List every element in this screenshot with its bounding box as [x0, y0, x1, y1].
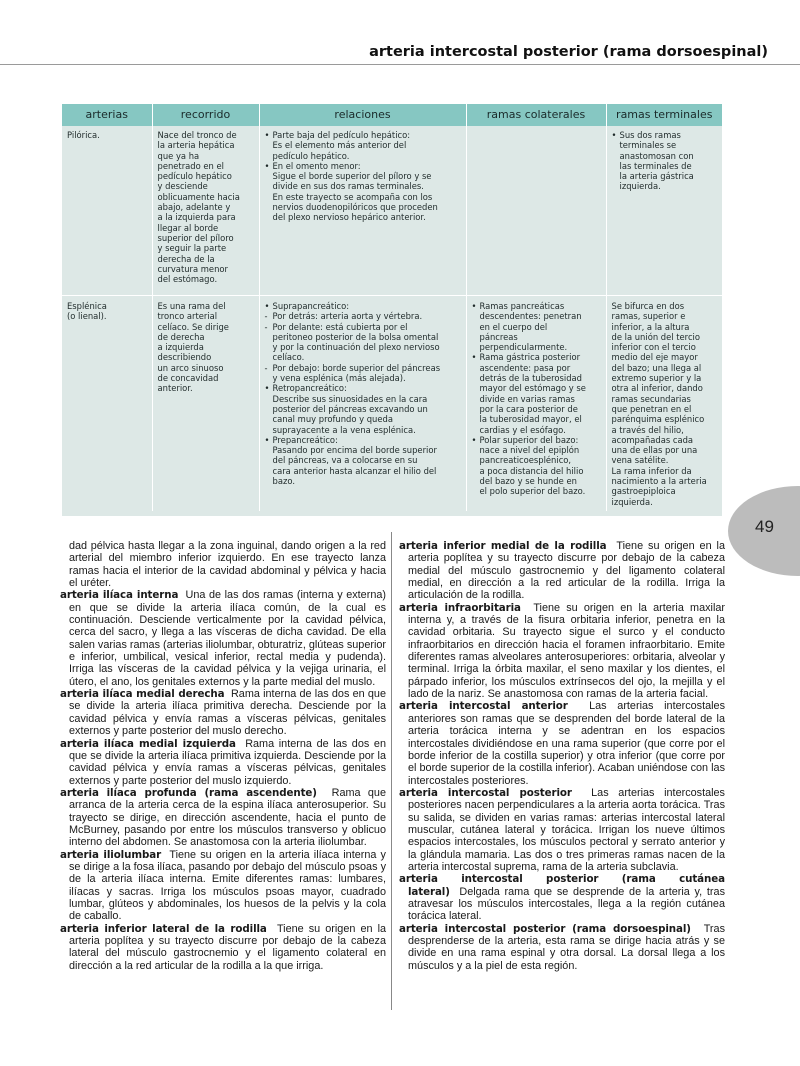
bullet-item: • En el omento menor:: [265, 161, 462, 171]
bullet-item: • Ramas pancreáticas: [472, 301, 602, 311]
entry-term: arteria ilíaca profunda (rama ascendente): [60, 786, 317, 799]
cell-line: peritoneo posterior de la bolsa omental: [272, 331, 439, 342]
cell-line: del bazo y se hunde en: [479, 476, 577, 487]
entry-text: Delgada rama que se desprende de la arteria y, tras atravesar los músculos intercostales, llega a la región cutánea torácica lateral.: [408, 885, 725, 923]
cell-line: anastomosan con: [619, 150, 694, 161]
cell-line: y desciende: [157, 181, 208, 192]
cell-line: a poca distancia del hilio: [479, 465, 584, 476]
cell-line: de la unión del tercio: [611, 331, 700, 342]
entry-text: Una de las dos ramas (interna y externa) en que se divide la arteria ilíaca común, de la cual es continuación. Desciende verticalmente por la cavidad pélvica, cerca del sacro, y llega a las vísceras de dicha cavidad. De ella salen varias ramas (arterias iliolumbar, obturatriz, glúteas superior e inferior, umbilical, vesical inferior, rectal media y pudenda). Irriga las vísceras de la cavidad pélvica y la vejiga urinaria, el útero, el ano, los genitales externos y la parte medial del muslo.: [69, 589, 387, 688]
cell-line: extremo superior y la: [611, 373, 702, 384]
glossary-entry: [399, 700, 725, 786]
cell-line: Sigue el borde superior del píloro y se: [272, 171, 432, 182]
cell-line: oblicuamente hacia: [157, 191, 240, 202]
table-header-row: [62, 104, 722, 126]
entry-text: dad pélvica hasta llegar a la zona inguinal, dando origen a la red arterial del miembro inferior izquierdo. En ese trayecto lanza ramas hacia el interior de la cavidad abdominal y pélvica y hacia el uréter.: [69, 540, 386, 590]
glossary-entry: [399, 873, 725, 922]
cell-line: abajo, adelante y: [157, 202, 231, 213]
cell-line: derecha de la: [157, 253, 215, 264]
entry-text: Tiene su origen en la arteria ilíaca interna y se dirige a la fosa ilíaca, pasando por debajo del músculo psoas y de la arteria ilíaca interna. Emite diferentes ramas: lumbares, ilíacas y sacras. Irriga los músculos psoas mayor, cuadrado lumbar, glúteos y abdominales, los huesos de la pelvis y la cola de caballo.: [69, 848, 386, 923]
cell-line: Esplénica: [67, 301, 107, 311]
bullet-item: • Rama gástrica posterior: [472, 352, 602, 362]
cell-line: inferior con el tercio: [611, 342, 696, 353]
cell-line: Describe sus sinuosidades en la cara: [272, 393, 428, 404]
cell-line: y seguir la parte: [157, 243, 227, 254]
cell-line: y vena esplénica (más alejada).: [272, 373, 406, 384]
dash-item: - Por debajo: borde superior del páncreas: [265, 363, 462, 373]
cell-arteria: [62, 296, 152, 511]
cell-line: bazo.: [272, 476, 295, 487]
cell-line: nace a nivel del epiplón: [479, 445, 580, 456]
bullet-item: • Retropancreático:: [265, 383, 462, 393]
entry-term: arteria iliolumbar: [60, 848, 162, 861]
column-header: ramas terminales: [606, 104, 722, 126]
cell-line: describiendo: [157, 352, 212, 363]
entry-term: arteria ilíaca interna: [60, 589, 179, 602]
dash-item: - Por detrás: arteria aorta y vértebra.: [265, 311, 462, 321]
entry-text: Rama interna de las dos en que se divide la arteria ilíaca primitiva derecha. Desciende por la cavidad pélvica y envía ramas a vísceras pélvicas, genitales externos y parte posterior del muslo derecho.: [69, 688, 386, 738]
cell-line: nacimiento a la arteria: [611, 476, 707, 487]
cell-line: del plexo nervioso hepárico anterior.: [272, 212, 426, 223]
cell-line: un arco sinuoso: [157, 362, 224, 373]
entry-term: arteria intercostal posterior: [399, 786, 572, 799]
glossary-entry: [60, 849, 386, 923]
cell-line: la arteria gástrica: [619, 171, 694, 182]
cell-line: descendentes: penetran: [479, 311, 582, 322]
cell-line: curvatura menor: [157, 263, 228, 274]
cell-line: Pilórica.: [67, 130, 100, 140]
cell-line: En este trayecto se acompaña con los: [272, 191, 433, 202]
cell-line: penetrado en el: [157, 160, 224, 171]
entry-term: arteria intercostal posterior (rama dorsoespinal): [399, 922, 691, 935]
cell-line: terminales se: [619, 140, 677, 151]
entry-text: Rama interna de las dos en que se divide la arteria ilíaca primitiva izquierda. Desciende por la cavidad pélvica y envía ramas a vísceras pélvicas, genitales externos y parte posterior del muslo izquierdo.: [69, 737, 386, 787]
cell-line: en el cuerpo del: [479, 321, 548, 332]
entry-text: Tiene su origen en la arteria poplítea y su trayecto discurre por debajo de la cabeza medial del músculo gastrocnemio y del ligamento colateral medial, en dirección a la red articular de la rodilla. Irriga la articulación de la rodilla.: [408, 540, 725, 602]
cell-line: llegar al borde: [157, 222, 219, 233]
column-header: ramas colaterales: [466, 104, 606, 126]
cell-line: posterior del páncreas excavando un: [272, 403, 428, 414]
entry-text: Tiene su origen en la arteria poplítea y su trayecto discurre por debajo de la cabeza lateral del músculo gastrocnemio y el ligamento colateral en dirección a la red articular de la rodilla a la que irriga.: [69, 922, 387, 972]
cell-line: izquierda.: [611, 496, 653, 507]
cell-line: (o lienal).: [67, 311, 107, 322]
cell-line: izquierda.: [619, 181, 661, 192]
cell-line: tronco arterial: [157, 311, 218, 322]
cell-terminales: [606, 296, 722, 511]
entry-text: Las arterias intercostales anteriores son ramas que se desprenden del borde lateral de la arteria torácica interna y se adentran en los espacios intercostales dividiéndose en una rama superior (que corre por el borde inferior de la costilla superior) y otra inferior (que corre por el borde superior de la costilla inferior). Acaban uniéndose con las intercostales posteriores.: [408, 700, 726, 787]
header-rule: [0, 64, 800, 65]
entry-continuation: [60, 540, 386, 589]
cell-line: las terminales de: [619, 160, 692, 171]
cell-line: a través del hilio,: [611, 424, 684, 435]
cell-line: Se bifurca en dos: [611, 301, 685, 311]
entry-term: arteria ilíaca medial izquierda: [60, 737, 236, 750]
column-header: arterias: [62, 104, 152, 126]
cell-line: pancreaticoesplénico,: [479, 455, 572, 466]
cell-line: ramas, superior e: [611, 311, 686, 322]
glossary-entry: [399, 923, 725, 972]
left-column: [60, 540, 386, 972]
cell-line: Es una rama del: [157, 301, 226, 311]
glossary-entry: [60, 738, 386, 787]
cell-line: páncreas: [479, 331, 518, 342]
right-column: [399, 540, 725, 972]
cell-line: que ya ha: [157, 150, 200, 161]
cell-line: cara anterior hasta alcanzar el hilio del: [272, 465, 437, 476]
cell-line: medio del eje mayor: [611, 352, 698, 363]
cell-line: acompañadas cada: [611, 434, 694, 445]
cell-line: de derecha: [157, 331, 205, 342]
cell-line: celíaco.: [272, 352, 305, 363]
entry-term: arteria inferior lateral de la rodilla: [60, 922, 267, 935]
cell-line: mayor del estómago y se: [479, 383, 586, 394]
glossary-entry: [399, 787, 725, 873]
cell-line: La rama inferior da: [611, 465, 692, 476]
entry-term: arteria infraorbitaria: [399, 601, 521, 614]
cell-line: Pasando por encima del borde superior: [272, 445, 437, 456]
glossary-entry: [60, 589, 386, 688]
cell-colaterales: [466, 296, 606, 511]
glossary-entry: [60, 688, 386, 737]
table-row: [62, 296, 722, 511]
cell-line: Es el elemento más anterior del: [272, 140, 407, 151]
cell-relaciones: [259, 126, 466, 296]
entry-term: arteria intercostal anterior: [399, 700, 568, 713]
arteries-table-panel: [62, 104, 722, 516]
cell-line: a izquierda: [157, 342, 204, 353]
cell-line: una de ellas por una: [611, 445, 698, 456]
entry-term: arteria ilíaca medial derecha: [60, 688, 225, 701]
entry-text: Rama que arranca de la arteria cerca de la espina ilíaca anterosuperior. Su trayecto se dirige, en dirección ascendente, hacia el punto de McBurney, pasando por entre los músculos transverso y oblicuo interno del abdomen. Se anastomosa con la arteria iliolumbar.: [69, 786, 386, 849]
glossary-entry: [60, 787, 386, 849]
bullet-item: • Prepancreático:: [265, 435, 462, 445]
cell-line: ascendente: pasa por: [479, 362, 571, 373]
cell-line: gastroepiploica: [611, 486, 676, 497]
entry-text: Tras desprenderse de la arteria, esta rama se dirige hacia atrás y se divide en una rama espinal y otra dorsal. La dorsal llega a los músculos y a la piel de esta región.: [408, 922, 725, 972]
cell-line: del bazo; una llega al: [611, 362, 702, 373]
cell-line: nervios duodenopilóricos que proceden: [272, 202, 438, 213]
column-divider: [391, 532, 392, 1010]
bullet-item: • Sus dos ramas: [612, 130, 719, 140]
entry-term: arteria intercostal posterior (rama cutánea lateral): [399, 873, 725, 898]
arteries-table: [62, 104, 722, 511]
running-head-title: arteria intercostal posterior (rama dorsoespinal): [369, 44, 768, 60]
cell-line: vena satélite.: [611, 455, 669, 466]
cell-line: suprayacente a la vena esplénica.: [272, 424, 416, 435]
cell-line: ramas secundarias: [611, 393, 691, 404]
page-number: 49: [755, 517, 774, 536]
cell-line: Nace del tronco de: [157, 130, 237, 140]
entry-term: arteria inferior medial de la rodilla: [399, 540, 607, 552]
cell-line: inferior, a la altura: [611, 321, 690, 332]
cell-colaterales: [466, 126, 606, 296]
glossary-entry: [399, 540, 725, 602]
cell-line: otra al inferior, dando: [611, 383, 703, 394]
cell-line: el polo superior del bazo.: [479, 486, 586, 497]
cell-line: celíaco. Se dirige: [157, 321, 229, 332]
cell-line: superior del píloro: [157, 232, 234, 243]
cell-relaciones: [259, 296, 466, 511]
glossary-entry: [399, 602, 725, 701]
entry-text: Las arterias intercostales posteriores nacen perpendiculares a la arteria aorta torácica. Tras su salida, se dividen en varias ramas: arterias intercostal lateral muscular, cutánea lateral y torácica. Irrigan los nueve últimos espacios intercostales, los músculos pectoral y serrato anterior y la glándula mamaria. Las dos o tres primeras ramas nacen de la arteria intercostal suprema, rama de la arteria subclavia.: [408, 786, 725, 873]
cell-line: pedículo hepático.: [272, 150, 350, 161]
bullet-item: • Parte baja del pedículo hepático:: [265, 130, 462, 140]
column-header: relaciones: [259, 104, 466, 126]
cell-line: a la izquierda para: [157, 212, 236, 223]
entry-text: Tiene su origen en la arteria maxilar interna y, a través de la fisura orbitaria inferior, penetra en la cavidad orbitaria. Su trayecto sigue el surco y el conducto infraorbitarios en dirección hacia el foramen infraorbitario. Emite diferentes ramas alveolares anterosuperiores: orbitaria, alveolar y terminal. Irriga la órbita maxilar, el seno maxilar y los dientes, el párpado inferior, los músculos extrínsecos del ojo, la mejilla y el lado de la nariz. Se anastomosa con ramas de la arteria facial.: [408, 601, 725, 701]
dash-item: - Por delante: está cubierta por el: [265, 322, 462, 332]
cell-line: del páncreas, va a colocarse en su: [272, 455, 418, 466]
cell-line: detrás de la tuberosidad: [479, 373, 583, 384]
running-head: [0, 0, 800, 62]
cell-line: cardias y el esófago.: [479, 424, 566, 435]
cell-line: del estómago.: [157, 274, 218, 285]
cell-line: parénquima esplénico: [611, 414, 705, 425]
table-row: [62, 126, 722, 296]
cell-line: la arteria hepática: [157, 140, 235, 151]
cell-terminales: [606, 126, 722, 296]
cell-recorrido: [152, 296, 259, 511]
cell-line: que penetran en el: [611, 403, 692, 414]
cell-line: divide en sus dos ramas terminales.: [272, 181, 424, 192]
cell-line: por la cara posterior de: [479, 403, 578, 414]
cell-line: divide en varias ramas: [479, 393, 575, 404]
bullet-item: • Suprapancreático:: [265, 301, 462, 311]
cell-line: canal muy profundo y queda: [272, 414, 393, 425]
column-header: recorrido: [152, 104, 259, 126]
cell-line: de concavidad: [157, 373, 219, 384]
cell-line: y por la continuación del plexo nervioso: [272, 342, 440, 353]
bullet-item: • Polar superior del bazo:: [472, 435, 602, 445]
cell-line: la tuberosidad mayor, el: [479, 414, 582, 425]
glossary-entry: [60, 923, 386, 972]
cell-recorrido: [152, 126, 259, 296]
cell-line: perpendicularmente.: [479, 342, 568, 353]
cell-line: anterior.: [157, 383, 193, 394]
cell-arteria: [62, 126, 152, 296]
cell-line: pedículo hepático: [157, 171, 232, 182]
